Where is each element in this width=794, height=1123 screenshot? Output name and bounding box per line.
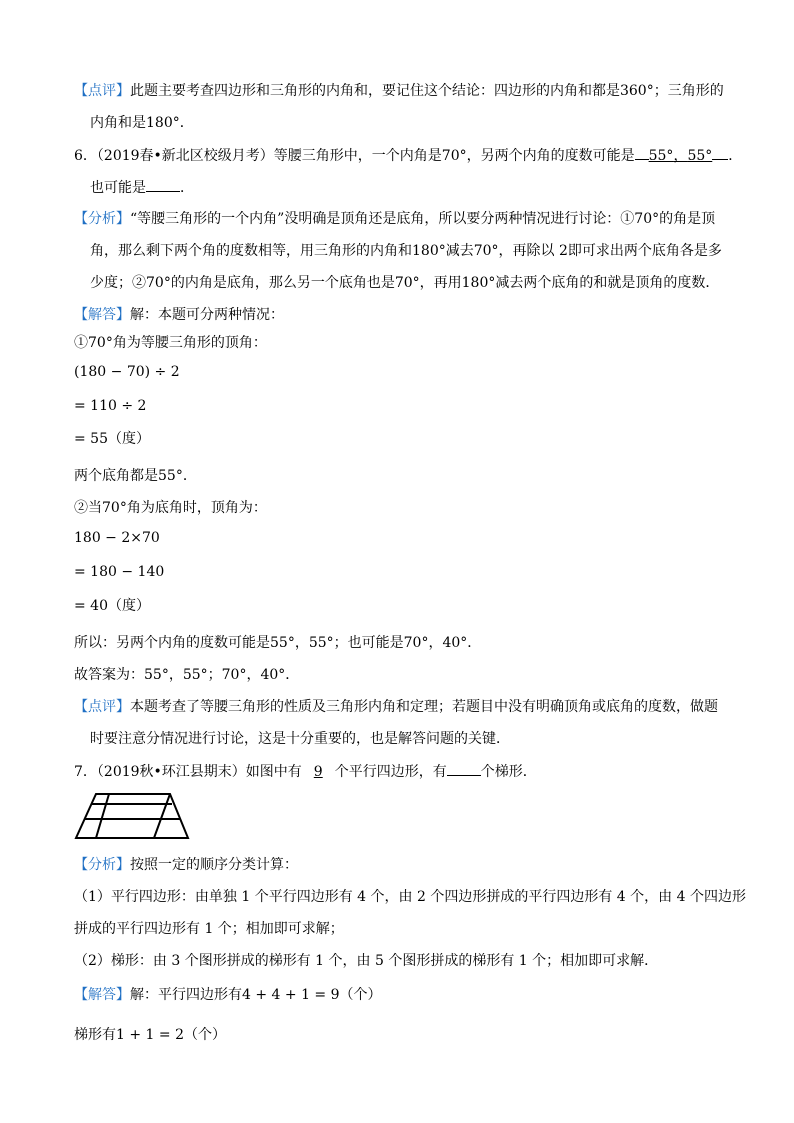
analysis-line-3 [90,273,719,293]
solution-text-1: 解：本题可分两种情况： [130,307,284,323]
q6-blank-2 [146,177,180,192]
expr-6: = 40（度） [74,598,150,614]
figure-diag-right [154,794,170,838]
expr-3: = 55（度） [74,431,150,447]
figure-diag-left [96,794,109,838]
q6-blank-trail [712,145,728,160]
solution7-text-1: 解：平行四边形有4 + 4 + 1 = 9（个） [130,987,382,1003]
expr-1: (180 − 70) ÷ 2 [74,364,180,380]
solution-tag: 【解答】 [74,307,130,323]
solution-line-1 [74,305,284,325]
comment-line-2 [90,113,194,133]
solution7-line-1 [74,985,382,1005]
comment2-tag: 【点评】 [74,699,130,715]
summary-2: 故答案为：55°，55°；70°，40°． [74,667,300,683]
question-6 [74,145,742,166]
expr-4: 180 − 2×70 [74,530,160,546]
analysis-tag: 【分析】 [74,211,130,227]
case-1: ①70°角为等腰三角形的顶角： [74,335,267,351]
comment-line-1 [74,81,724,101]
q6-text: 6．（2019春•新北区校级月考）等腰三角形中，一个内角是70°，另两个内角的度数可能是 [74,148,635,164]
expr-2: = 110 ÷ 2 [74,398,147,414]
q6-line2-tail: ． [180,180,194,196]
q6-comma: ， [673,148,688,164]
analysis7-text-4: （2）梯形：由 3 个图形拼成的梯形有 1 个，由 5 个图形拼成的梯形有 1 个；相加即可求解． [74,953,659,969]
comment2-line-1 [74,697,718,717]
analysis-text-3: 少度；②70°的内角是底角，那么另一个底角也是70°，再用180°减去两个底角的和就是顶角的度数． [90,275,720,291]
q7-answer: 9 [313,764,323,780]
q6-tail: ． [728,148,743,164]
parallelogram-figure [74,792,190,842]
question-6-line2 [90,177,194,198]
comment-text: 此题主要考查四边形和三角形的内角和，要记住这个结论：四边形的内角和都是360°；三角形的 [130,83,724,99]
analysis7-text-2: （1）平行四边形：由单独 1 个平行四边形有 4 个，由 2 个四边形拼成的平行四边形有 4 个，由 4 个四边形 [74,889,746,905]
q6-line2-text: 也可能是 [90,180,146,196]
q7-blank [447,761,481,776]
analysis7-text-3: 拼成的平行四边形有 1 个；相加即可求解； [74,921,344,937]
analysis-line-1 [74,209,715,229]
q7-text-a: 7．（2019秋•环江县期末）如图中有 [74,764,302,780]
solution7-text-2: 梯形有1 + 1 = 2（个） [74,1027,226,1043]
analysis-text-1: “等腰三角形的一个内角”没明确是顶角还是底角，所以要分两种情况进行讨论：①70°的角是顶 [130,211,716,227]
analysis7-tag: 【分析】 [74,857,130,873]
analysis7-text-1: 按照一定的顺序分类计算： [130,857,298,873]
q7-text-c: 个梯形． [480,764,537,780]
comment-text-2: 内角和是180°． [90,115,194,131]
q6-answer-2: 55° [687,148,713,164]
solution7-tag: 【解答】 [74,987,130,1003]
analysis-text-2: 角，那么剩下两个角的度数相等，用三角形的内角和180°减去70°，再除以 2即可求出两个底角各是多 [90,243,722,259]
analysis-line-2 [90,241,722,261]
trapezoid-outline [76,794,188,838]
comment2-text-2: 时要注意分情况进行讨论，这是十分重要的，也是解答问题的关键． [90,731,510,747]
comment2-text-1: 本题考查了等腰三角形的性质及三角形内角和定理；若题目中没有明确顶角或底角的度数，做题 [130,699,718,715]
q7-text-b: 个平行四边形，有 [334,764,447,780]
result-1: 两个底角都是55°． [74,468,197,484]
expr-5: = 180 − 140 [74,564,165,580]
q6-answer-1: 55° [648,148,674,164]
comment-tag: 【点评】 [74,83,130,99]
analysis7-line-1 [74,855,298,875]
question-7 [74,761,537,782]
summary-1: 所以：另两个内角的度数可能是55°，55°；也可能是70°，40°． [74,635,482,651]
case-2: ②当70°角为底角时，顶角为： [74,500,267,516]
q6-blank-lead [635,145,649,160]
